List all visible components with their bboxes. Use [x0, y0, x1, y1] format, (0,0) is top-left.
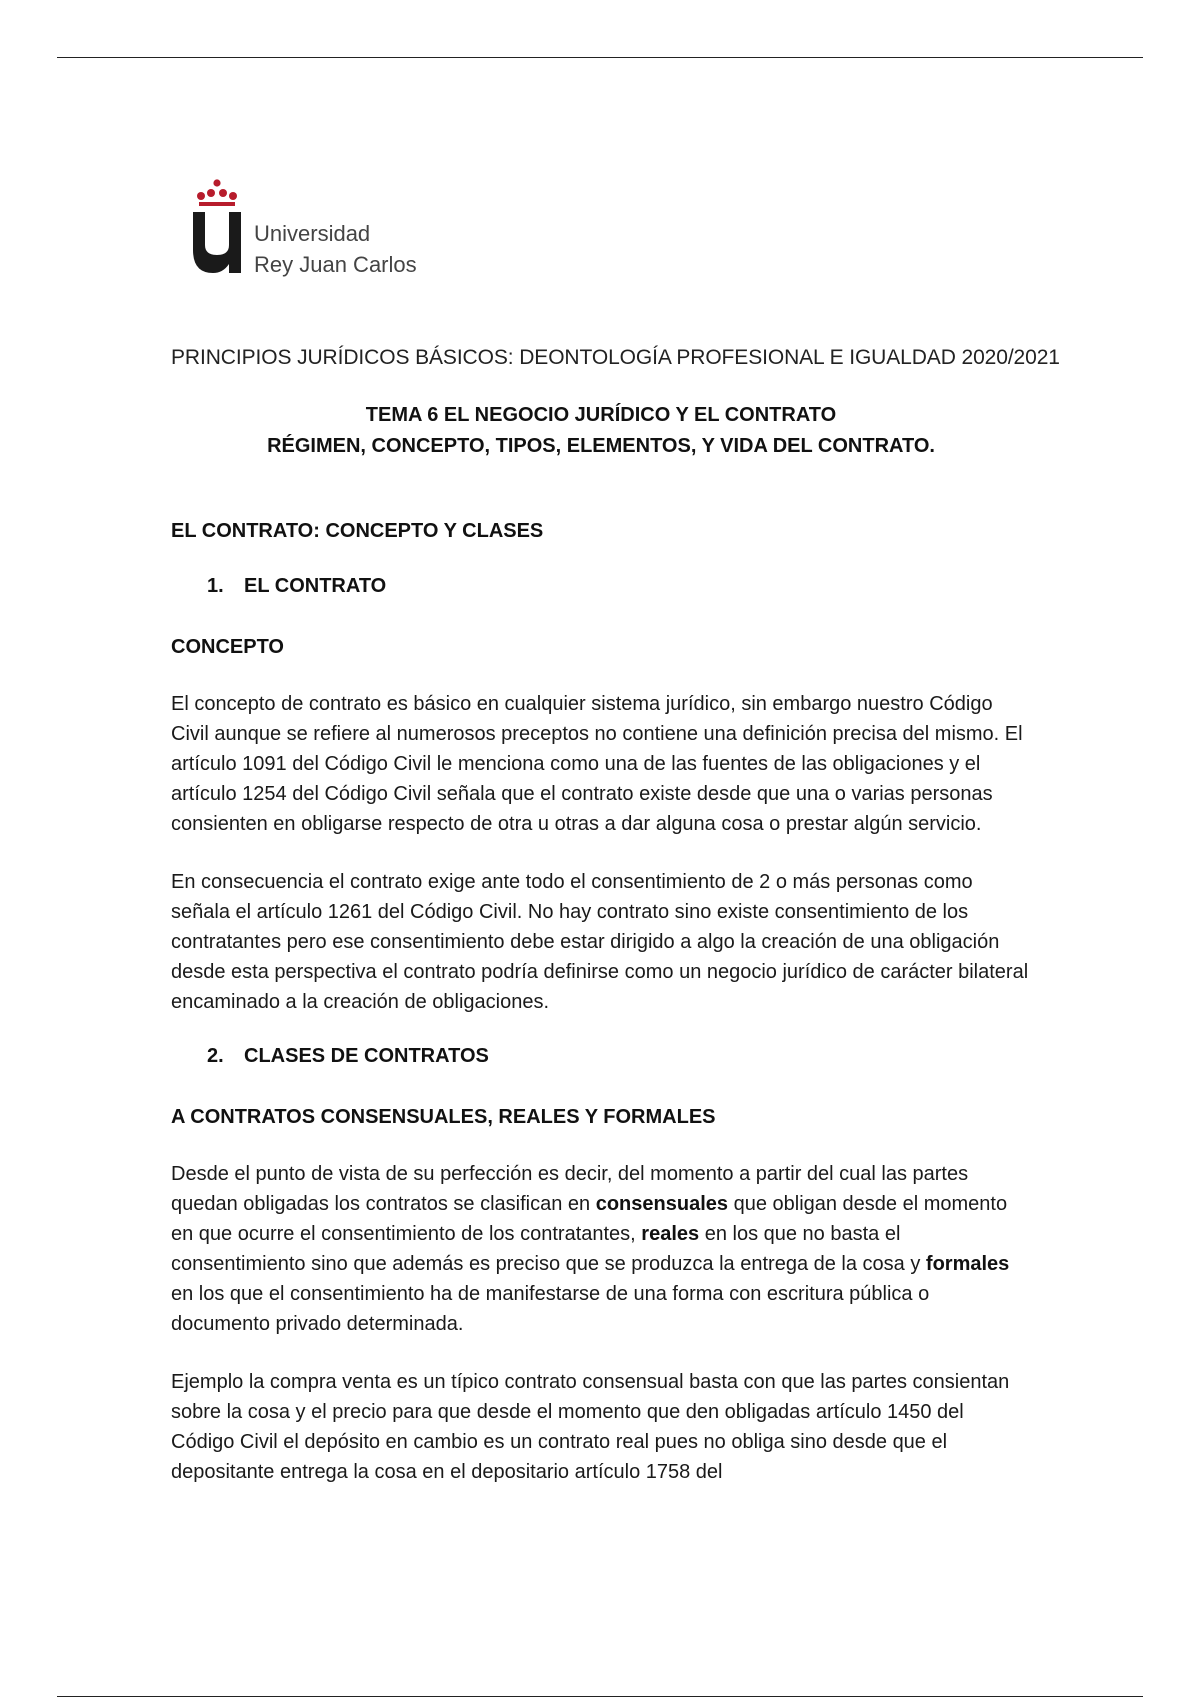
paragraph-1: El concepto de contrato es básico en cualquier sistema jurídico, sin embargo nuestro Código Civil aunque se refiere al numerosos preceptos no contiene una definición precisa del mismo. El artículo 1091 del Código Civil le menciona como una de las fuentes de las obligaciones y el artículo 1254 del Código Civil señala que el contrato existe desde que una o varias personas consienten en obligarse respecto de otra u otras a dar alguna cosa o prestar algún servicio. — [171, 693, 1023, 835]
section-heading: EL CONTRATO: CONCEPTO Y CLASES — [171, 520, 544, 542]
course-header: PRINCIPIOS JURÍDICOS BÁSICOS: DEONTOLOGÍA PROFESIONAL E IGUALDAD 2020/2021 — [171, 346, 1060, 369]
item-number: 2. — [207, 1045, 224, 1067]
logo-wordmark — [254, 218, 417, 280]
numbered-heading-2 — [171, 1045, 1031, 1068]
paragraph-3-text: que obligan desde el momento en que ocurre el consentimiento de los contratantes, — [171, 1193, 1008, 1245]
topic-title — [171, 400, 1031, 462]
logo-line-1: Universidad — [254, 221, 371, 246]
concepto-heading: CONCEPTO — [171, 636, 284, 658]
university-logo — [188, 178, 428, 288]
paragraph-2: En consecuencia el contrato exige ante todo el consentimiento de 2 o más personas como señala el artículo 1261 del Código Civil. No hay contrato sino existe consentimiento de los contratantes pero ese consentimiento debe estar dirigido a algo la creación de una obligación desde esta perspectiva el contrato podría definirse como un negocio jurídico de carácter bilateral encaminado a la creación de obligaciones. — [171, 871, 1029, 1013]
item-label: EL CONTRATO — [244, 575, 387, 597]
paragraph-3-text: en los que no basta el consentimiento sino que además es preciso que se produzca la entrega de la cosa y — [171, 1223, 926, 1275]
subheading-a: A CONTRATOS CONSENSUALES, REALES Y FORMALES — [171, 1106, 716, 1128]
bottom-rule — [57, 1696, 1143, 1697]
top-rule — [57, 57, 1143, 58]
paragraph-4: Ejemplo la compra venta es un típico contrato consensual basta con que las partes consientan sobre la cosa y el precio para que desde el momento que den obligadas artículo 1450 del Código Civil el depósito en cambio es un contrato real pues no obliga sino desde que el depositante entrega la cosa en el depositario artículo 1758 del — [171, 1371, 1010, 1483]
document-body — [171, 346, 1060, 1487]
paragraph-3-text: en los que el consentimiento ha de manifestarse de una forma con escritura pública o documento privado determinada. — [171, 1283, 930, 1335]
item-number: 1. — [207, 575, 224, 597]
title-line-2: RÉGIMEN, CONCEPTO, TIPOS, ELEMENTOS, Y VIDA DEL CONTRATO. — [267, 435, 935, 457]
numbered-heading-1 — [171, 575, 1031, 598]
crown-u-icon — [188, 178, 248, 278]
term-reales: reales — [641, 1223, 700, 1245]
term-formales: formales — [925, 1253, 1010, 1275]
term-consensuales: consensuales — [595, 1193, 729, 1215]
item-label: CLASES DE CONTRATOS — [244, 1045, 489, 1067]
title-line-1: TEMA 6 EL NEGOCIO JURÍDICO Y EL CONTRATO — [365, 404, 837, 426]
paragraph-3-text: Desde el punto de vista de su perfección es decir, del momento a partir del cual las partes quedan obligadas los contratos se clasifican en — [171, 1163, 969, 1215]
logo-line-2: Rey Juan Carlos — [254, 252, 417, 277]
paragraph-3 — [171, 1159, 1031, 1339]
